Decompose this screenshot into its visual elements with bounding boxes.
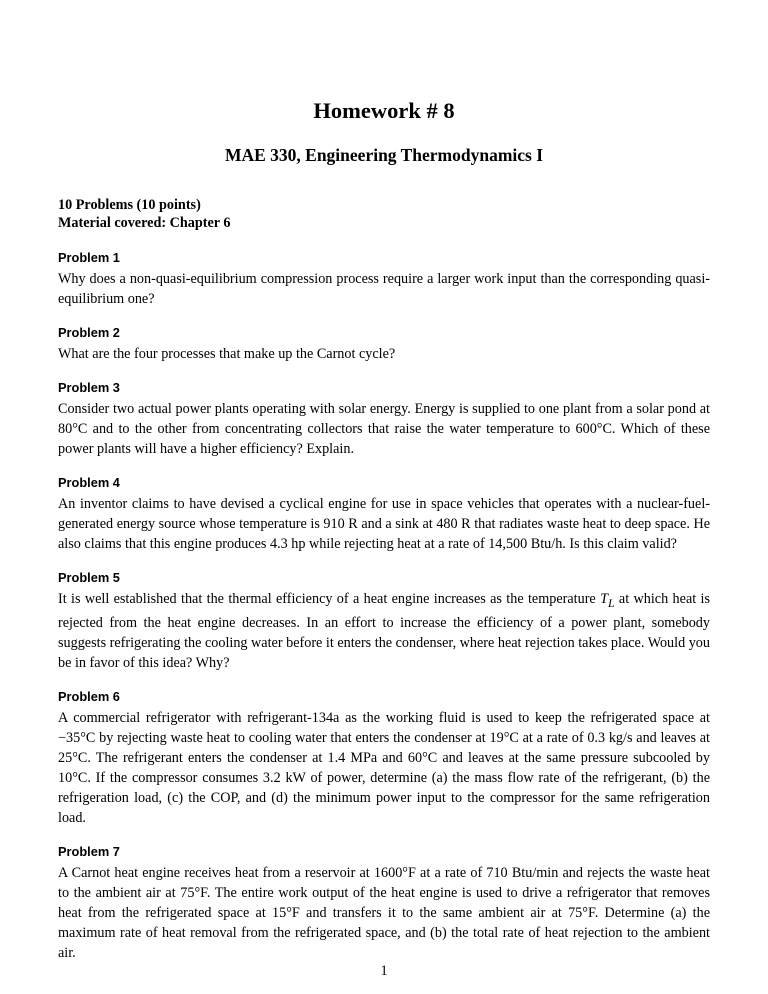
- problem-text: An inventor claims to have devised a cyclical engine for use in space vehicles that operates with a nuclear-fuel-generated energy source whose temperature is 910 R and a sink at 480 R that radiates waste heat to deep space. He also claims that this engine produces 4.3 hp while rejecting heat at a rate of 14,500 Btu/h. Is this claim valid?: [58, 496, 710, 552]
- problem-7: [58, 844, 710, 963]
- math-variable: T: [600, 591, 608, 607]
- page-number: 1: [380, 963, 388, 979]
- problem-heading: Problem 6: [58, 688, 120, 704]
- problem-text: A commercial refrigerator with refrigerant-134a as the working fluid is used to keep the refrigerated space at −35°C by rejecting waste heat to cooling water that enters the condenser at 19°C at a rate of 0.3 kg/s and leaves at 25°C. The refrigerant enters the condenser at 1.4 MPa and 60°C and leaves at the same pressure subcooled by 10°C. If the compressor consumes 3.2 kW of power, determine (a) the mass flow rate of the refrigerant, (b) the refrigeration load, (c) the COP, and (d) the minimum power input to the compressor for the same refrigeration load.: [58, 709, 710, 826]
- course-subtitle: MAE 330, Engineering Thermodynamics I: [224, 145, 544, 165]
- problem-heading: Problem 3: [58, 380, 120, 395]
- problem-heading: Problem 1: [58, 250, 120, 265]
- problem-4: [58, 475, 710, 554]
- problem-3: [58, 380, 710, 459]
- problem-list: [58, 250, 710, 979]
- problem-heading: Problem 4: [58, 475, 120, 490]
- problem-heading: Problem 7: [58, 843, 120, 859]
- problem-text: A Carnot heat engine receives heat from a reservoir at 1600°F at a rate of 710 Btu/min and rejects the waste heat to the ambient air at 75°F. The entire work output of the heat engine is used to drive a refrigerator that removes heat from the refrigerated space at 15°F and transfers it to the same ambient air at 75°F. Determine (a) the maximum rate of heat removal from the refrigerated space, and (b) the total rate of heat rejection to the ambient air.: [58, 864, 710, 961]
- problem-heading: Problem 2: [58, 325, 120, 340]
- problem-text-before: It is well established that the thermal efficiency of a heat engine increases as the temperature: [58, 591, 601, 607]
- problem-6: [58, 689, 710, 828]
- problem-count: 10 Problems (10 points): [58, 197, 201, 213]
- page-title: Homework # 8: [313, 98, 455, 123]
- problem-text: Why does a non-quasi-equilibrium compression process require a larger work input than the corresponding quasi-equilibrium one?: [58, 271, 710, 307]
- document-page: [58, 0, 710, 994]
- math-subscript: L: [607, 595, 615, 610]
- problem-text: Consider two actual power plants operating with solar energy. Energy is supplied to one plant from a solar pond at 80°C and to the other from concentrating collectors that raise the water temperature to 600°C. Which of these power plants will have a higher efficiency? Explain.: [58, 401, 710, 457]
- assignment-meta: [58, 196, 230, 232]
- material-covered: Material covered: Chapter 6: [58, 215, 231, 231]
- problem-text: [58, 589, 710, 673]
- problem-heading: Problem 5: [58, 570, 120, 585]
- problem-text: What are the four processes that make up the Carnot cycle?: [58, 346, 396, 362]
- problem-2: [58, 325, 710, 364]
- problem-text-after: at which heat is rejected from the heat engine decreases. In an effort to increase the efficiency of a power plant, somebody suggests refrigerating the cooling water before it enters the condenser, where heat rejection takes place. Would you be in favor of this idea? Why?: [58, 591, 710, 671]
- problem-1: [58, 250, 710, 309]
- problem-5: [58, 570, 710, 673]
